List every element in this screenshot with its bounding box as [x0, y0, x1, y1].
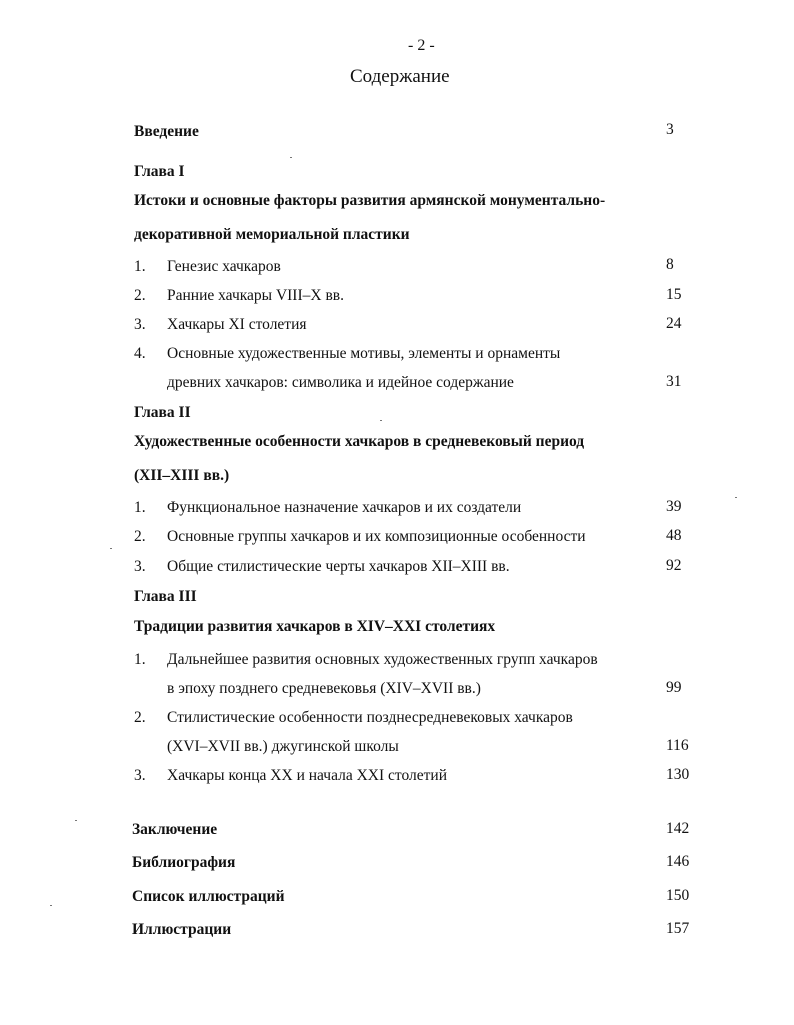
- scan-speck: [380, 420, 382, 421]
- toc-item-number: 3.: [134, 316, 146, 333]
- chapter-title: декоративной мемориальной пластики: [134, 226, 410, 243]
- toc-page: 146: [666, 853, 690, 870]
- toc-item-text: Хачкары XI столетия: [167, 316, 307, 333]
- toc-item-text-continued: в эпоху позднего средневековья (XIV–XVII вв.): [167, 680, 481, 697]
- toc-item-text: Стилистические особенности позднесредневековых хачкаров: [167, 709, 573, 726]
- toc-page: 150: [666, 887, 690, 904]
- toc-item-text: Генезис хачкаров: [167, 258, 281, 275]
- toc-page: 92: [666, 557, 682, 574]
- toc-item-number: 2.: [134, 287, 146, 304]
- toc-item-text-continued: древних хачкаров: символика и идейное содержание: [167, 374, 514, 391]
- scan-speck: [75, 820, 77, 821]
- toc-page: 39: [666, 498, 682, 515]
- toc-item-text: Общие стилистические черты хачкаров XII–XIII вв.: [167, 558, 510, 575]
- toc-page: 31: [666, 373, 682, 390]
- chapter-heading: Глава I: [134, 163, 185, 180]
- chapter-title: (XII–XIII вв.): [134, 467, 230, 484]
- toc-label: Библиография: [132, 854, 236, 871]
- chapter-title: Истоки и основные факторы развития армянской монументально-: [134, 192, 606, 209]
- toc-item-number: 4.: [134, 345, 146, 362]
- toc-item-text-continued: (XVI–XVII вв.) джугинской школы: [167, 738, 399, 755]
- chapter-heading: Глава III: [134, 588, 197, 605]
- toc-label: Иллюстрации: [132, 921, 232, 938]
- toc-label: Заключение: [132, 821, 218, 838]
- toc-page: 15: [666, 286, 682, 303]
- toc-page: 157: [666, 920, 690, 937]
- toc-item-number: 2.: [134, 709, 146, 726]
- toc-item-number: 1.: [134, 651, 146, 668]
- toc-page: 3: [666, 121, 674, 138]
- page-number: - 2 -: [408, 37, 435, 54]
- chapter-title: Художественные особенности хачкаров в средневековый период: [134, 433, 585, 450]
- toc-label: Список иллюстраций: [132, 888, 285, 905]
- chapter-title: Традиции развития хачкаров в XIV–XXI столетиях: [134, 618, 496, 635]
- scan-speck: [110, 548, 112, 549]
- toc-page: 8: [666, 256, 674, 273]
- toc-item-number: 3.: [134, 558, 146, 575]
- toc-page: 48: [666, 527, 682, 544]
- toc-item-number: 3.: [134, 767, 146, 784]
- chapter-heading: Глава II: [134, 404, 191, 421]
- toc-page: 116: [666, 737, 689, 754]
- toc-item-text: Функциональное назначение хачкаров и их создатели: [167, 499, 522, 516]
- toc-item-text: Основные художественные мотивы, элементы и орнаменты: [167, 345, 561, 362]
- toc-item-number: 1.: [134, 258, 146, 275]
- toc-page: 142: [666, 820, 690, 837]
- scan-speck: [50, 905, 52, 906]
- scan-speck: [735, 497, 737, 498]
- toc-item-text: Дальнейшее развития основных художественных групп хачкаров: [167, 651, 598, 668]
- scan-speck: [290, 157, 292, 158]
- toc-label: Введение: [134, 123, 199, 140]
- toc-item-number: 1.: [134, 499, 146, 516]
- toc-item-text: Ранние хачкары VIII–X вв.: [167, 287, 344, 304]
- page-title: Содержание: [350, 66, 450, 87]
- toc-page: 24: [666, 315, 682, 332]
- toc-item-number: 2.: [134, 528, 146, 545]
- toc-page: 130: [666, 766, 690, 783]
- toc-item-text: Основные группы хачкаров и их композиционные особенности: [167, 528, 586, 545]
- toc-item-text: Хачкары конца XX и начала XXI столетий: [167, 767, 447, 784]
- toc-page: 99: [666, 679, 682, 696]
